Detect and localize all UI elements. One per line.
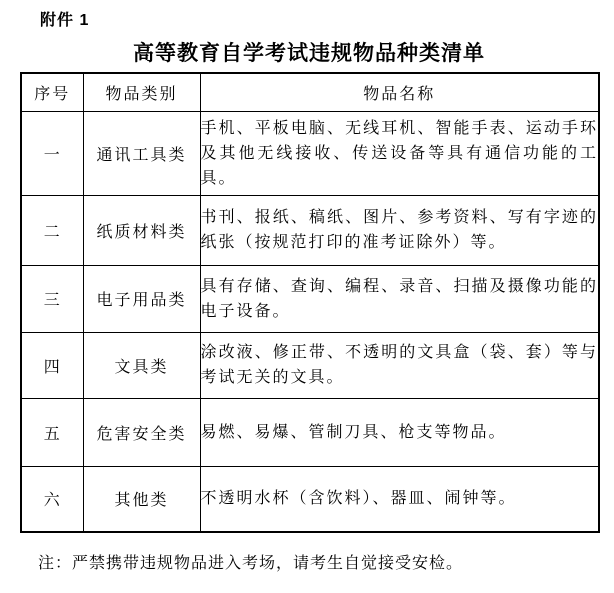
row-item-category: 危害安全类: [83, 398, 200, 466]
row-serial-number: 二: [21, 195, 83, 265]
row-item-category: 电子用品类: [83, 265, 200, 332]
row-item-names: 涂改液、修正带、不透明的文具盒（袋、套）等与考试无关的文具。: [200, 332, 599, 398]
row-item-category: 纸质材料类: [83, 195, 200, 265]
row-item-category: 文具类: [83, 332, 200, 398]
header-item-category: 物品类别: [83, 73, 200, 111]
row-serial-number: 六: [21, 466, 83, 532]
page-title: 高等教育自学考试违规物品种类清单: [133, 41, 485, 65]
table-row: [21, 195, 599, 265]
table-header: [21, 73, 599, 111]
table-row: [21, 265, 599, 332]
table-body: [21, 111, 599, 532]
row-serial-number: 四: [21, 332, 83, 398]
table-row: [21, 398, 599, 466]
table-header-row: [21, 73, 599, 111]
row-item-names: 不透明水杯（含饮料）、器皿、闹钟等。: [200, 466, 599, 532]
row-serial-number: 一: [21, 111, 83, 195]
row-item-names: 手机、平板电脑、无线耳机、智能手表、运动手环及其他无线接收、传送设备等具有通信功能的工具。: [200, 111, 599, 195]
attachment-label: 附件 1: [40, 12, 90, 29]
header-serial-number: 序号: [21, 73, 83, 111]
row-item-category: 通讯工具类: [83, 111, 200, 195]
header-item-name: 物品名称: [200, 73, 599, 111]
row-item-names: 易燃、易爆、管制刀具、枪支等物品。: [200, 398, 599, 466]
row-item-names: 具有存储、查询、编程、录音、扫描及摄像功能的电子设备。: [200, 265, 599, 332]
footnote: 注：严禁携带违规物品进入考场，请考生自觉接受安检。: [38, 555, 464, 572]
row-item-names: 书刊、报纸、稿纸、图片、参考资料、写有字迹的纸张（按规范打印的准考证除外）等。: [200, 195, 599, 265]
table-row: [21, 466, 599, 532]
row-item-category: 其他类: [83, 466, 200, 532]
row-serial-number: 五: [21, 398, 83, 466]
table-row: [21, 111, 599, 195]
table-row: [21, 332, 599, 398]
prohibited-items-table: [20, 72, 600, 533]
row-serial-number: 三: [21, 265, 83, 332]
